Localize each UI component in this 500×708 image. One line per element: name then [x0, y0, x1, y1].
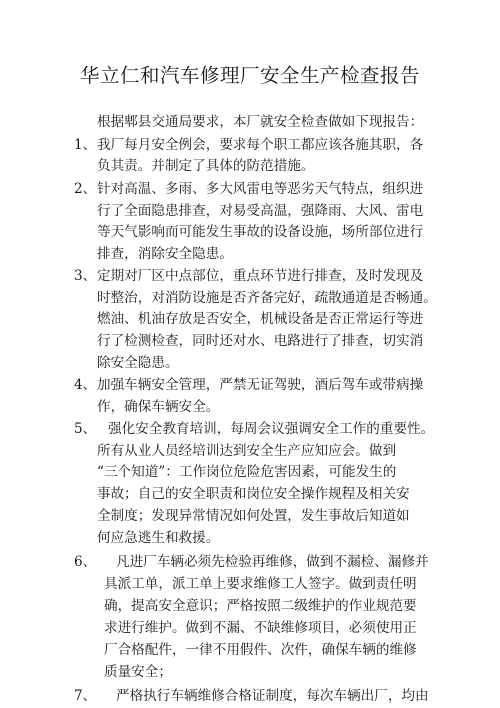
item-5-line-6: 何应急逃生和救援。: [97, 530, 220, 546]
item-3-line-1: 定期对厂区中点部位，重点环节进行排查，及时发现及: [97, 268, 424, 284]
item-7-line-1: 严格执行车辆维修合格证制度，每次车辆出厂，均由: [116, 688, 429, 704]
item-5-number: 5、: [74, 421, 97, 437]
item-2-number: 2、: [74, 181, 97, 197]
item-5-line-4: 事故；自己的安全职责和岗位安全操作规程及相关安: [97, 486, 410, 502]
item-4-line-1: 加强车辆安全管理，严禁无证驾驶，酒后驾车或带病操: [97, 377, 424, 393]
item-5-line-1: 强化安全教育培训，每周会议强调安全工作的重要性。: [108, 421, 435, 437]
item-6-line-5: 厂合格配件，一律不用假件、次件，确保车辆的维修: [104, 642, 417, 658]
item-2-line-1: 针对高温、多雨、多大风雷电等恶劣天气特点，组织进: [97, 181, 424, 197]
item-3-line-3: 燃油、机油存放是否安全，机械设备是否正常运行等进: [97, 311, 424, 327]
item-4-number: 4、: [74, 377, 97, 393]
item-1-line-1: 我厂每月安全例会，要求每个职工都应该各施其职，各: [97, 137, 424, 153]
item-2-line-3: 等天气影响而可能发生事故的设备设施，场所部位进行: [97, 224, 424, 240]
item-1-line-2: 负其责。并制定了具体的防范措施。: [97, 158, 315, 174]
item-4-line-2: 作，确保车辆安全。: [97, 399, 220, 415]
item-2-line-2: 行了全面隐患排查，对易受高温，强降雨、大风、雷电: [97, 203, 424, 219]
intro-paragraph: 根据郫县交通局要求，本厂就安全检查做如下现报告：: [97, 114, 424, 130]
page-title: 华立仁和汽车修理厂安全生产检查报告: [79, 64, 420, 87]
item-3-number: 3、: [74, 268, 97, 284]
item-5-line-2: 所有从业人员经培训达到安全生产应知应会。做到: [97, 443, 397, 459]
item-6-line-4: 求进行维护。做到不漏、不缺维修项目，必须使用正: [104, 620, 417, 636]
item-5-line-3: “三个知道”：工作岗位危险危害因素，可能发生的: [97, 464, 397, 480]
item-3-line-4: 行了检测检查，同时还对水、电路进行了排查，切实消: [97, 333, 424, 349]
item-6-line-3: 确，提高安全意识；严格按照二级维护的作业规范要: [104, 598, 417, 614]
item-7-number: 7、: [74, 688, 97, 704]
item-2-line-4: 排查，消除安全隐患。: [97, 246, 233, 262]
item-5-line-5: 全制度；发现异常情况如何处置，发生事故后知道如: [97, 508, 410, 524]
item-6-line-2: 具派工单，派工单上要求维修工人签字。做到责任明: [104, 576, 417, 592]
item-6-line-6: 质量安全；: [104, 664, 172, 680]
item-3-line-5: 除安全隐患。: [97, 355, 179, 371]
item-3-line-2: 时整治，对消防设施是否齐备完好，疏散通道是否畅通。: [97, 290, 437, 306]
item-1-number: 1、: [74, 137, 97, 153]
item-6-number: 6、: [74, 554, 97, 570]
item-6-line-1: 凡进厂车辆必须先检验再维修，做到不漏检、漏修并: [116, 554, 429, 570]
